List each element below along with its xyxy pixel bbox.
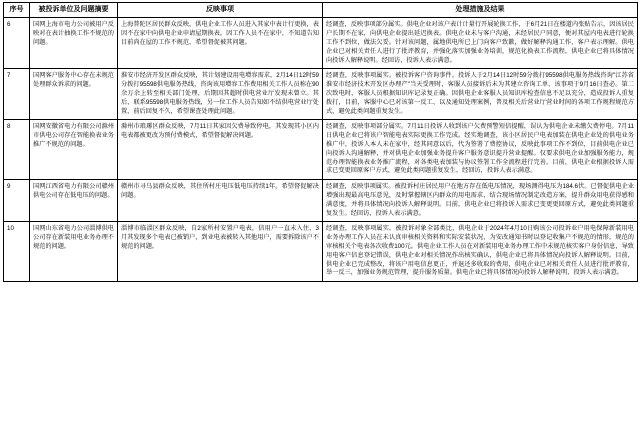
table-row bbox=[4, 18, 638, 69]
table-header-row bbox=[4, 3, 638, 18]
row-unit-summary: 国网安徽省电力有限公司滁州市供电公司存在智能换表业务推广不规范的问题。 bbox=[30, 120, 118, 180]
row-sequence: 7 bbox=[4, 69, 30, 120]
row-action: 经调查，反映事项属实。被投诉客户咨询事件。投诉人于2月14日12时59分拨打95598供电服务热线咨询"江苏省淮安市经济技术开发区办理产"当天受理时，客服人员接诉后未为其建立咨询工单，该事项于9月16日查必。第二次致电时，客服人员根据知识库记录复正确。因供电企业客服人员知识库检查信息不足以充分，造成投诉人重复拨打，目前，客服中心已对该第一反工、以及通知处理案例，普及相关后营业厅营业时间的各项工作规程规范方式，避免此类问题重复发生。 bbox=[323, 69, 638, 120]
row-sequence: 6 bbox=[4, 18, 30, 69]
column-header-action: 处理措施及结果 bbox=[323, 3, 638, 18]
complaint-table bbox=[3, 2, 638, 282]
table-row bbox=[4, 180, 638, 222]
row-issue: 淮安市经济开发区群众反映，其计划建设用电增容需求，2月14日12时59分拨打95598供电服务热线，咨询该用增容工作费用相关工作人员称在90余万余上转至相关部门处理，后期因其超时供电营业厅发现未曾立。其后，联系95598供电服务热线，另一位工作人员告知如不结供电营业厅处置，前后回复不久，希望课查处理此问题。 bbox=[118, 69, 323, 120]
table-row bbox=[4, 222, 638, 282]
row-unit-summary: 国网上海市电力公司被用户反映对在表计抽换工作不规范的问题。 bbox=[30, 18, 118, 69]
table-body bbox=[4, 18, 638, 282]
row-issue: 滁州市琅琊区群众反映，7月11日其家因欠费导致停电，其发现其小区内电表都被更改为预付费模式，希望督促解决问题。 bbox=[118, 120, 323, 180]
row-unit-summary: 国网客户服务中心存在未规范处理群众诉求的问题。 bbox=[30, 69, 118, 120]
column-header-seq: 序号 bbox=[4, 3, 30, 18]
row-sequence: 8 bbox=[4, 120, 30, 180]
table-header bbox=[4, 3, 638, 18]
row-issue: 上海普陀区居民群众反映，供电企业工作人员进入其家中表计行更换，表因不在家中向供电企业申请屋期换表。因工作人员不在家中，不知道告知目前尚在屋的工作不规范，希望督促被其问题。 bbox=[118, 18, 323, 69]
row-action: 经调查，反映事项属实。被投诉村庄居民用户在地方存在低电压情况，现场测得电压为184.6伏。已督促供电企业增强出现最高电压意见，及时掌握辖区内群众的用电需求，结合现场情况制定改造方案，提升群众用电获得感和满意度，并将具体情况向投诉人解释说明。目前，供电企业已将投诉人需求已变更更回原方式，避免此类问题重复发生。经回访，投诉人表示满意。 bbox=[323, 180, 638, 222]
row-action: 经调查，反映事项属实。被投诉对象全部类比，供电企业于2024年4月10日购该公司投诉业户用电保障新装用电业务办理工作人员在未认真审核相关资料和实际安装状况，为安改通知书时以登记收集户不规范的情形，规范的审核相关个电表各次收费100元。供电企业工作人员在对新装用电业务办理工作中未规范核实客户身份信息，导致用电客户信息登记错误，供电企业对相关情况作出核实确认，供电企业已将具体情况向投诉人解释说明。目前，供电企业已完成整改，将该户用电信息更正，并退还多收取的费用，供电企业已对相关责任人员进行批评教育，举一反三，加强业务规范管理，提升服务质量。供电企业已将具体情况向投诉人解释说明，投诉人表示满意。 bbox=[323, 222, 638, 282]
table-row bbox=[4, 120, 638, 180]
column-header-issue: 反映事项 bbox=[118, 3, 323, 18]
row-unit-summary: 国网江西省电力有限公司赣州供电公司存在低电压的问题。 bbox=[30, 180, 118, 222]
row-unit-summary: 国网山东省电力公司淄博供电公司存在新装用电业务办理不规范的问题。 bbox=[30, 222, 118, 282]
row-issue: 赣州市寻乌县群众反映，其住所村庄电压低电压持续1年。希望督促解决问题。 bbox=[118, 180, 323, 222]
column-header-unit: 被投诉单位及问题摘要 bbox=[30, 3, 118, 18]
table-row bbox=[4, 69, 638, 120]
row-action: 经调查，反映事项部分属实。7月11日投诉人收到该户欠费预警短信提醒，误认为供电企业未缴欠费停电。7月11日供电企业已将该户智能电表实际更换工作完成。经实地调查，该小区居民户电表加装在供电企业处的供电业务推广中，投诉人本人未在家中，经其同意以后，代为签署了费控协议，反映此事项工作不到位，目前供电企业已向投诉人沟通解释，并对供电企业加强业务提升客户服务意识提升营业提醒。仅要求供电企业加强服务能力，规范办理智能换表业务推广流程，对各类电表加装与协议签署工作全流程进行完善。目前，供电企业根据投诉人需求已变更回原客户方式，避免此类问题重复发生。经回访，投诉人表示满意。 bbox=[323, 120, 638, 180]
row-action: 经调查，反映事项部分属实。供电企业对该户表计计量行开展轮换工作，于6月21日在楼道内张贴告示，因该居民户长期不在家，向供电企业提出延迟换表。供电企业未与客户沟通，未经居民户同意，便对其屋内电表进行轮换工作不到位，做法欠妥。针对该问题，属地供电所已上门向客户致歉，做好解释沟通工作，客户表示理解。供电企业已对相关责任人进行了批评教育，并强化落实加强业务培训，规范化换表工作流程，供电企业已将具体情况向投诉人解释说明。经回访，投诉人表示满意。 bbox=[323, 18, 638, 69]
row-issue: 淄博市临淄区群众反映，自2家所村安置户电表，信用户一直未入住，3月其发现多个电表已被销户，到业电表被转入其他用户，需要拆除该户不规范的问题。 bbox=[118, 222, 323, 282]
row-sequence: 9 bbox=[4, 180, 30, 222]
row-sequence: 10 bbox=[4, 222, 30, 282]
